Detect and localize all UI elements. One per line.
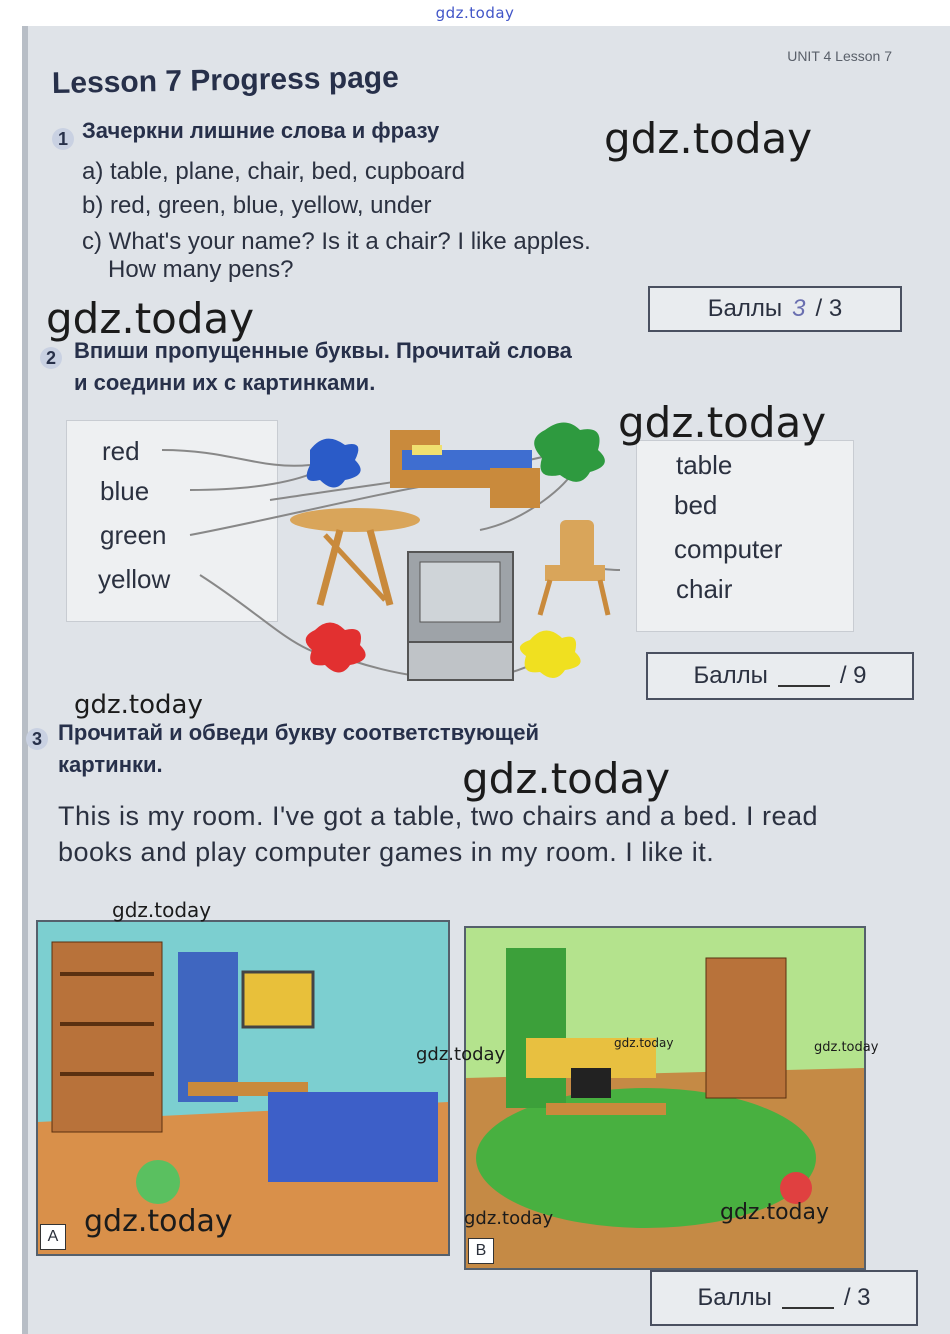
watermark: gdz.today	[112, 898, 212, 922]
word-red: red	[102, 436, 140, 466]
word-computer: computer	[674, 534, 783, 564]
watermark: gdz.today	[618, 398, 827, 447]
task3-score-box	[650, 1270, 918, 1326]
watermark: gdz.today	[720, 1200, 830, 1225]
task3-instruction-1: Прочитай и обведи букву соответствующей	[58, 720, 540, 745]
task1-instruction: Зачеркни лишние слова и фразу	[82, 118, 440, 143]
watermark: gdz.today	[464, 1208, 554, 1229]
word-green: green	[100, 520, 167, 550]
watermark: gdz.today	[462, 754, 671, 803]
watermark: gdz.today	[614, 1036, 674, 1050]
top-watermark: gdz.today	[435, 4, 515, 22]
yellow-paint-splash	[520, 630, 581, 678]
score-blank	[782, 1287, 834, 1309]
task1-number: 1	[52, 128, 74, 150]
label-a[interactable]: A	[40, 1224, 66, 1250]
watermark: gdz.today	[416, 1044, 506, 1065]
page-title: Lesson 7 Progress page	[51, 60, 400, 101]
table-picture	[290, 508, 420, 605]
task2-number: 2	[40, 347, 62, 369]
computer-picture	[408, 552, 513, 680]
green-paint-splash	[534, 423, 605, 482]
word-table: table	[676, 450, 733, 480]
score-value: 3	[792, 295, 806, 322]
task2-pictures	[150, 410, 670, 690]
score-label: Баллы	[707, 295, 783, 322]
task2-score-box	[646, 652, 914, 700]
task3-text: This is my room. I've got a table, two chairs and a bed. I read books and play computer games in my room. I like it.	[58, 801, 818, 867]
score-blank	[778, 665, 830, 687]
task1-line-a: a) table, plane, chair, bed, cupboard	[82, 158, 465, 185]
watermark: gdz.today	[74, 690, 203, 720]
watermark: gdz.today	[84, 1204, 233, 1239]
word-bed: bed	[674, 490, 718, 520]
word-chair: chair	[676, 574, 733, 604]
task1-line-c2: How many pens?	[108, 256, 294, 283]
word-blue: blue	[100, 476, 150, 506]
task1-line-b: b) red, green, blue, yellow, under	[82, 192, 432, 219]
watermark: gdz.today	[604, 114, 813, 163]
word-yellow: yellow	[98, 564, 171, 594]
score-max: / 3	[843, 1284, 871, 1311]
label-b[interactable]: B	[468, 1238, 494, 1264]
chair-picture	[540, 520, 608, 615]
score-max: / 9	[839, 662, 867, 689]
task1-score-box	[648, 286, 902, 332]
red-paint-splash	[306, 623, 366, 673]
watermark: gdz.today	[814, 1040, 879, 1055]
blue-paint-splash	[307, 439, 361, 488]
score-label: Баллы	[693, 662, 768, 689]
task1-line-c: c) What's your name? Is it a chair? I like apples.	[82, 228, 591, 255]
unit-label: UNIT 4 Lesson 7	[787, 48, 892, 64]
score-label: Баллы	[697, 1284, 772, 1311]
bed-picture	[390, 430, 540, 508]
task2-instruction-2: и соедини их с картинками.	[74, 370, 376, 395]
task2-instruction-1: Впиши пропущенные буквы. Прочитай слова	[74, 338, 572, 363]
task3-number: 3	[26, 728, 48, 750]
task3-instruction-2: картинки.	[58, 752, 163, 777]
score-max: / 3	[815, 295, 843, 322]
watermark: gdz.today	[46, 294, 255, 343]
